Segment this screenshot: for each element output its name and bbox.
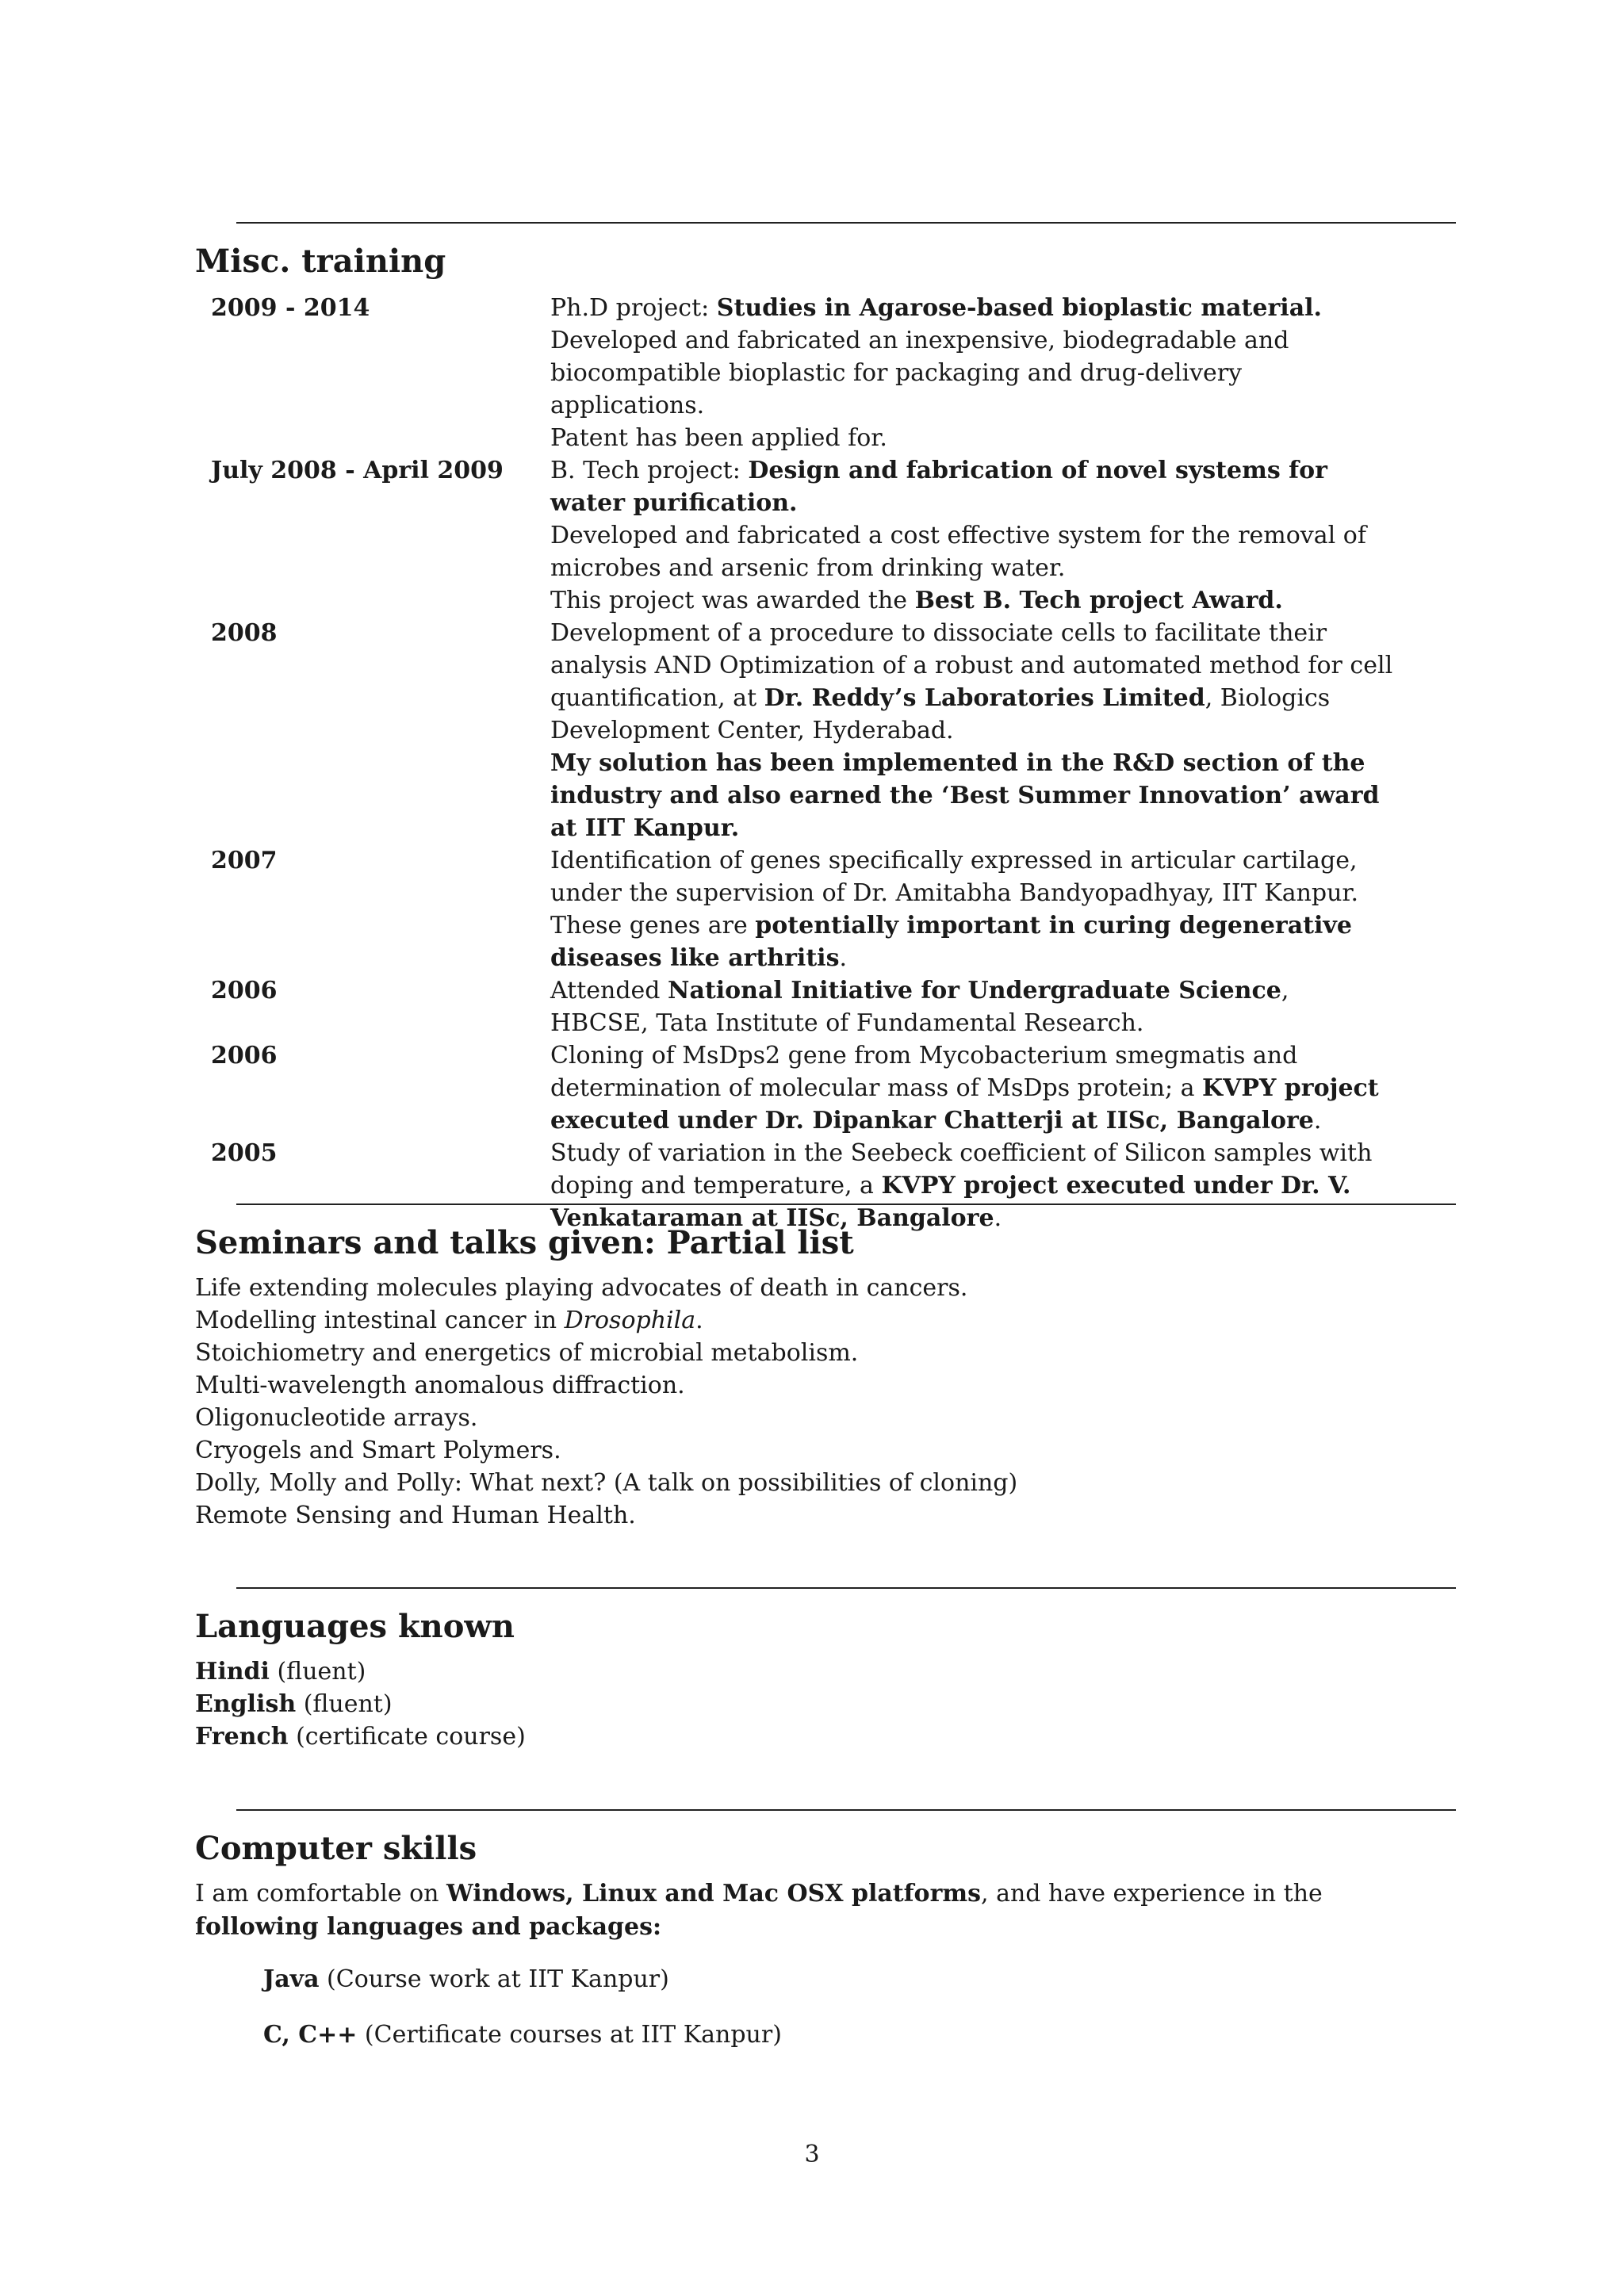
list-item: Hindi (fluent) [195, 1658, 366, 1686]
list-item: English (fluent) [195, 1690, 393, 1718]
entry-description: Identification of genes specifically expressed in articular cartilage, under the supervision of Dr. Amitabha Bandyopadhyay, IIT Kanpur. These genes are potentially important in curing degenerative diseases like arthritis. [550, 847, 1359, 972]
entry-date: 2007 [211, 847, 278, 874]
training-entry [211, 1039, 1400, 1137]
section-divider [236, 1809, 1456, 1811]
entry-date: 2005 [211, 1139, 278, 1167]
skill-item: Java (Course work at IIT Kanpur) [263, 1965, 669, 1993]
list-item: French (certificate course) [195, 1723, 526, 1751]
list-item: Modelling intestinal cancer in Drosophila. [195, 1307, 703, 1334]
skill-item: C, C++ (Certificate courses at IIT Kanpur) [263, 2021, 782, 2049]
entry-date: 2008 [211, 619, 278, 647]
training-entry [211, 1137, 1400, 1234]
list-item: Oligonucleotide arrays. [195, 1404, 478, 1432]
training-entry [211, 454, 1400, 617]
list-item: Stoichiometry and energetics of microbial metabolism. [195, 1339, 859, 1367]
languages-list [195, 1655, 526, 1753]
entry-date: 2009 - 2014 [211, 294, 370, 322]
entry-description: Cloning of MsDps2 gene from Mycobacterium smegmatis and determination of molecular mass of MsDps protein; a KVPY project executed under Dr. Dipankar Chatterji at IISc, Bangalore. [550, 1042, 1379, 1135]
entry-description: Attended National Initiative for Undergraduate Science, HBCSE, Tata Institute of Fundamental Research. [550, 977, 1289, 1037]
section-divider [236, 1587, 1456, 1589]
entry-date: July 2008 - April 2009 [211, 457, 504, 484]
training-entry [211, 974, 1400, 1039]
entry-description: Ph.D project: Studies in Agarose-based bioplastic material. Developed and fabricated an inexpensive, biodegradable and biocompatible bioplastic for packaging and drug-delivery applications. Patent has been applied for. [550, 294, 1322, 452]
misc-training-list [211, 292, 1400, 1234]
list-item: Dolly, Molly and Polly: What next? (A talk on possibilities of cloning) [195, 1469, 1018, 1497]
entry-description: Development of a procedure to dissociate cells to facilitate their analysis AND Optimization of a robust and automated method for cell quantification, at Dr. Reddy’s Laboratories Limited, Biologics Development Center, Hyderabad. My solution has been implemented in the R&D section of the industry and also earned the ‘Best Summer Innovation’ award at IIT Kanpur. [550, 619, 1393, 842]
section-divider [236, 222, 1456, 224]
seminars-list [195, 1272, 1017, 1532]
section-title-computer-skills: Computer skills [195, 1830, 477, 1867]
list-item: Remote Sensing and Human Health. [195, 1502, 636, 1529]
page-number: 3 [804, 2141, 820, 2168]
entry-description: B. Tech project: Design and fabrication of novel systems for water purification. Developed and fabricated a cost effective system for the removal of microbes and arsenic from drinking water. This project was awarded the Best B. Tech project Award. [550, 457, 1366, 614]
list-item: Multi-wavelength anomalous diffraction. [195, 1372, 685, 1399]
entry-date: 2006 [211, 1042, 278, 1070]
section-title-misc-training: Misc. training [195, 243, 446, 280]
computer-skills-intro: I am comfortable on Windows, Linux and Mac OSX platforms, and have experience in the following languages and packages: [195, 1880, 1323, 1941]
section-title-seminars: Seminars and talks given: Partial list [195, 1224, 854, 1261]
training-entry [211, 292, 1400, 454]
entry-description: Study of variation in the Seebeck coefficient of Silicon samples with doping and temperature, a KVPY project executed under Dr. V. Venkataraman at IISc, Bangalore. [550, 1139, 1373, 1232]
list-item: Life extending molecules playing advocates of death in cancers. [195, 1274, 968, 1302]
training-entry [211, 844, 1400, 974]
list-item: Cryogels and Smart Polymers. [195, 1437, 561, 1464]
entry-date: 2006 [211, 977, 278, 1004]
training-entry [211, 617, 1400, 844]
section-divider [236, 1203, 1456, 1205]
section-title-languages: Languages known [195, 1608, 515, 1645]
